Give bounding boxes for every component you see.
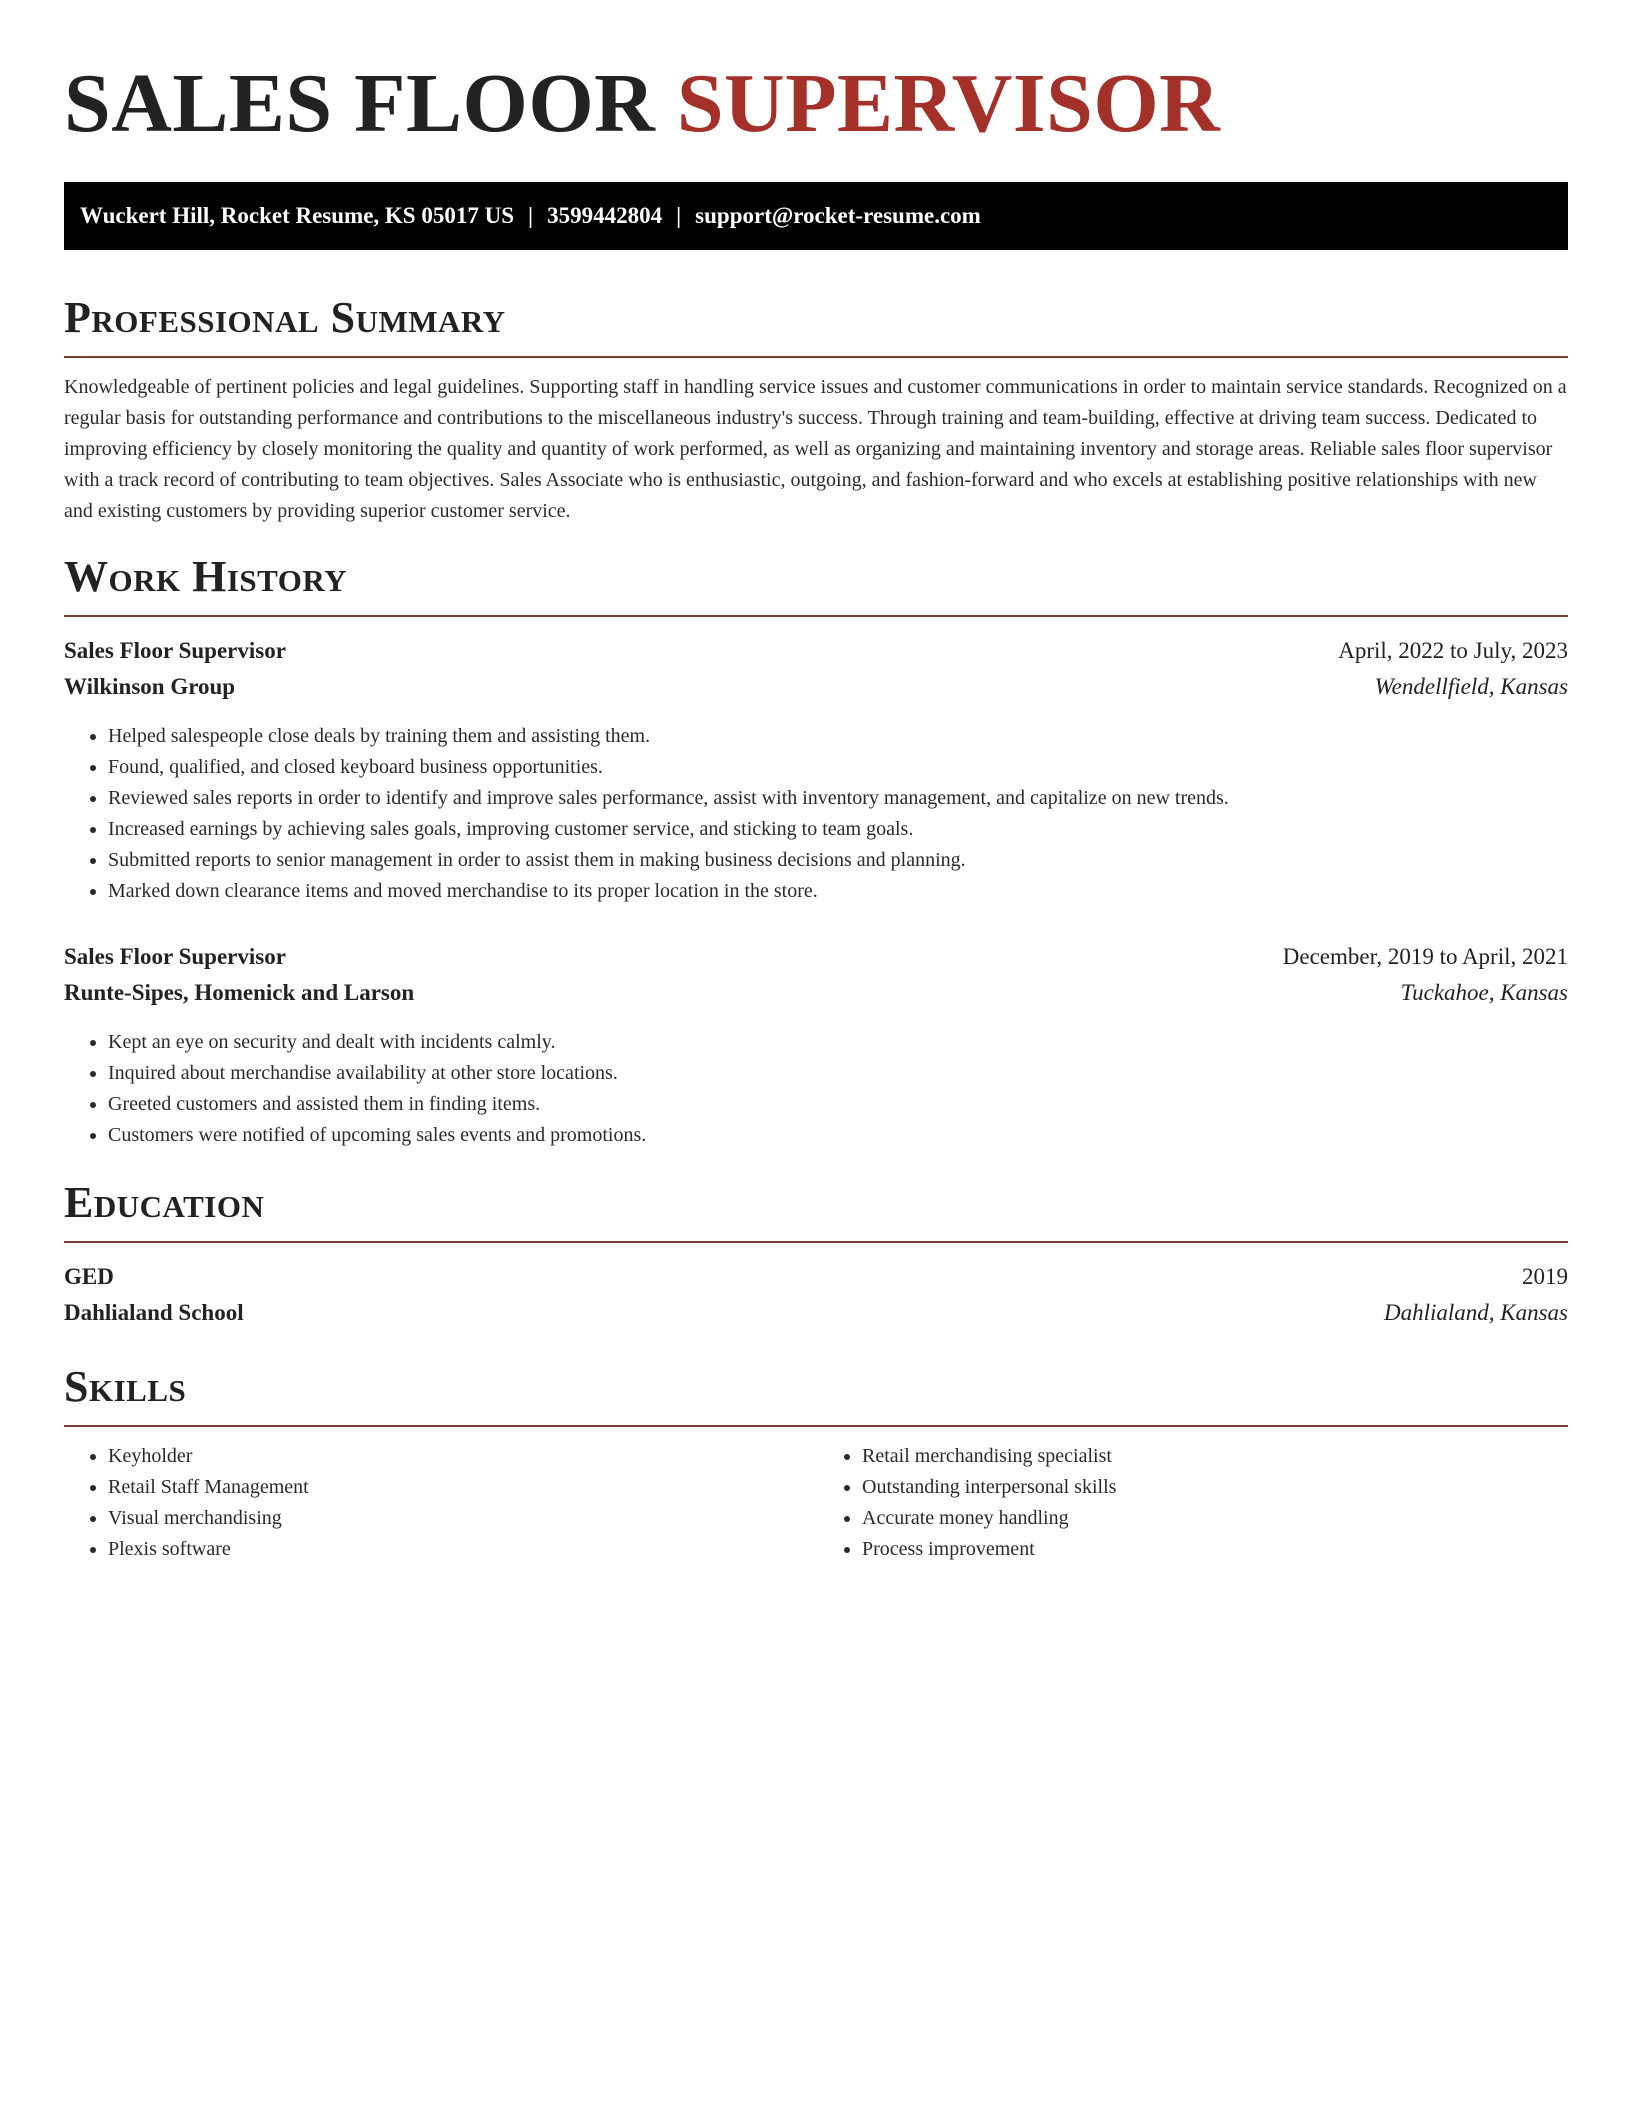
job-bullet: • Reviewed sales reports in order to identify and improve sales performance, assist with inventory management, and capitalize on new trends. (108, 783, 1568, 814)
education-year: 2019 (1522, 1264, 1568, 1289)
contact-separator: | (676, 203, 682, 228)
summary-text: Knowledgeable of pertinent policies and legal guidelines. Supporting staff in handling service issues and customer communications in order to maintain service standards. Recognized on a regular basis for outstanding performance and contributions to the miscellaneous industry's success. Through training and team-building, effective at driving team success. Dedicated to improving efficiency by closely monitoring the quality and quantity of work performed, as well as organizing and maintaining inventory and storage areas. Reliable sales floor supervisor with a track record of contributing to team objectives. Sales Associate who is enthusiastic, outgoing, and fashion-forward and who excels at establishing positive relationships with new and existing customers by providing superior customer service. (64, 376, 1567, 522)
job-dates: April, 2022 to July, 2023 (1338, 638, 1568, 663)
skill-item: • Outstanding interpersonal skills (862, 1472, 1568, 1503)
job-role: Sales Floor Supervisor (64, 944, 286, 969)
name-first: SALES FLOOR (64, 57, 656, 150)
contact-separator: | (528, 203, 534, 228)
job-entry (64, 939, 1568, 1151)
job-bullet: • Submitted reports to senior management in order to assist them in making business decisions and planning. (108, 845, 1568, 876)
job-bullet-list (64, 721, 1568, 907)
job-entry (64, 633, 1568, 907)
summary-heading: Professional Summary (64, 293, 506, 342)
skill-item: • Keyholder (108, 1441, 814, 1472)
section-divider (64, 615, 1568, 617)
skill-item: • Retail merchandising specialist (862, 1441, 1568, 1472)
job-location: Tuckahoe, Kansas (1400, 980, 1568, 1005)
resume-name (64, 0, 1568, 154)
job-bullet: • Greeted customers and assisted them in finding items. (108, 1089, 1568, 1120)
skill-item: • Accurate money handling (862, 1503, 1568, 1534)
skill-item: • Plexis software (108, 1534, 814, 1565)
education-entry (64, 1259, 1568, 1331)
skills-list-right (814, 1441, 1568, 1565)
job-bullet: • Customers were notified of upcoming sales events and promotions. (108, 1120, 1568, 1151)
education-school: Dahlialand School (64, 1300, 244, 1325)
skill-item: • Visual merchandising (108, 1503, 814, 1534)
job-location: Wendellfield, Kansas (1374, 674, 1568, 699)
name-last: SUPERVISOR (676, 57, 1221, 150)
education-degree: GED (64, 1264, 114, 1289)
skills-heading: Skills (64, 1362, 187, 1411)
job-dates: December, 2019 to April, 2021 (1282, 944, 1568, 969)
section-divider (64, 1241, 1568, 1243)
job-bullet: • Kept an eye on security and dealt with incidents calmly. (108, 1027, 1568, 1058)
job-company: Runte-Sipes, Homenick and Larson (64, 980, 415, 1005)
job-bullet-list (64, 1027, 1568, 1151)
job-bullet: • Marked down clearance items and moved merchandise to its proper location in the store. (108, 876, 1568, 907)
contact-phone: 3599442804 (547, 203, 663, 228)
job-bullet: • Increased earnings by achieving sales goals, improving customer service, and sticking to team goals. (108, 814, 1568, 845)
skills-columns (64, 1441, 1568, 1565)
contact-email: support@rocket-resume.com (695, 203, 981, 228)
contact-bar (64, 182, 1568, 250)
work-history-heading: Work History (64, 552, 348, 601)
skill-item: • Process improvement (862, 1534, 1568, 1565)
skills-list-left (64, 1441, 814, 1565)
job-bullet: • Found, qualified, and closed keyboard business opportunities. (108, 752, 1568, 783)
job-company: Wilkinson Group (64, 674, 236, 699)
job-bullet: • Inquired about merchandise availability at other store locations. (108, 1058, 1568, 1089)
contact-address: Wuckert Hill, Rocket Resume, KS 05017 US (80, 203, 515, 228)
skill-item: • Retail Staff Management (108, 1472, 814, 1503)
job-role: Sales Floor Supervisor (64, 638, 286, 663)
education-location: Dahlialand, Kansas (1383, 1300, 1568, 1325)
section-divider (64, 356, 1568, 358)
education-heading: Education (64, 1178, 265, 1227)
job-bullet: • Helped salespeople close deals by training them and assisting them. (108, 721, 1568, 752)
section-divider (64, 1425, 1568, 1427)
